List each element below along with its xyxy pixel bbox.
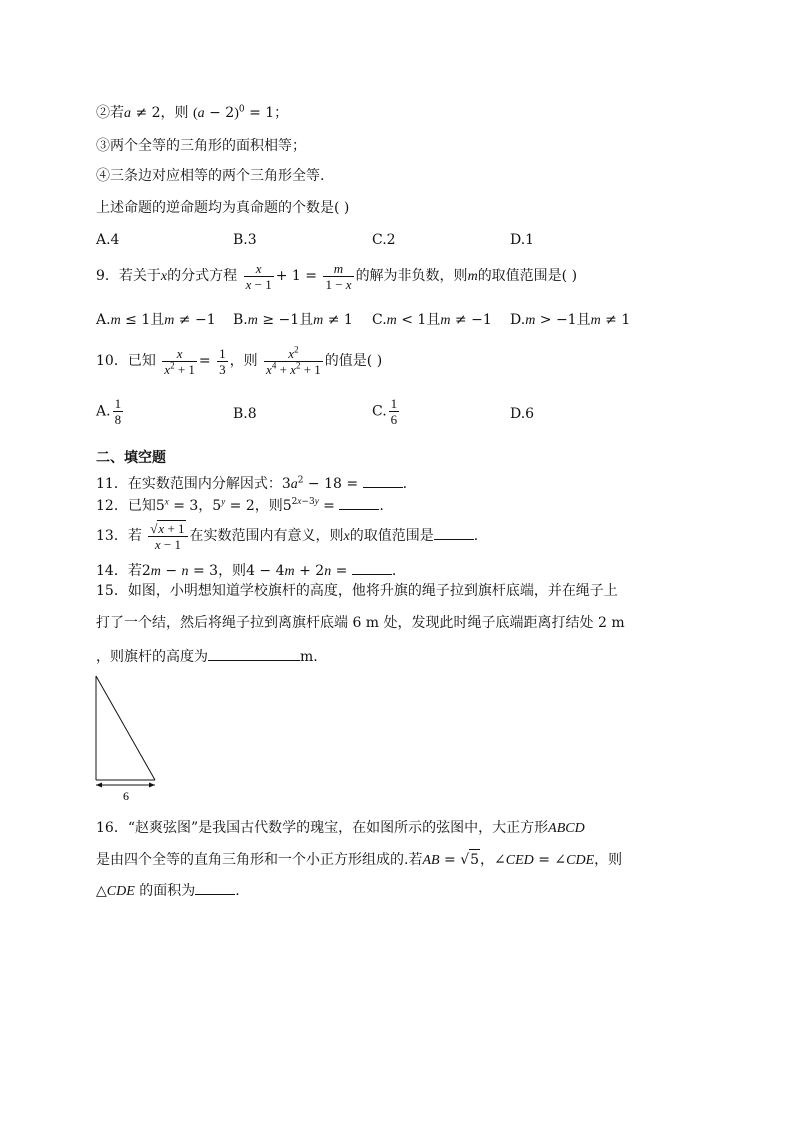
q10-option-c: C. $\frac{1}{6}$ <box>372 396 398 427</box>
q8-option-a: A.4 <box>96 232 120 248</box>
statement-3: ③两个全等的三角形的面积相等； <box>96 138 306 154</box>
question-16-line-2: 是由四个全等的直角三角形和一个小正方形组成的.若AB = √5，∠CED = ∠CDE，则 <box>96 849 622 871</box>
statement-4: ④三条边对应相等的两个三角形全等. <box>96 168 325 184</box>
q10-option-d: D.6 <box>510 406 535 422</box>
q8-option-d: D.1 <box>510 232 535 248</box>
question-14: 14．若2m − n = 3，则4 − 4m + 2n = . <box>96 560 396 582</box>
section-title: 二、填空题 <box>96 450 166 466</box>
q8-option-c: C.2 <box>372 232 396 248</box>
question-12: 12．已知$5^x = 3$，$5^y = 2$，则$5^{2x-3y}$ = . <box>96 496 384 514</box>
flagpole-figure <box>90 672 162 804</box>
question-10: 10．已知 $\frac{x}{x^2 + 1}$ = $\frac{1}{3}$ ，则 $\frac{x^2}{x^4 + x^2 + 1}$ 的值是( ) <box>96 344 383 377</box>
q9-option-a: A.m ≤ 1且m ≠ −1 <box>96 312 216 328</box>
question-16-line-3: △CDE 的面积为 . <box>96 880 240 902</box>
q10-option-b: B.8 <box>233 406 257 422</box>
q8-option-b: B.3 <box>233 232 257 248</box>
question-15-line-1: 15．如图，小明想知道学校旗杆的高度，他将升旗的绳子拉到旗杆底端，并在绳子上 <box>96 583 618 599</box>
q9-option-d: D.m > −1且m ≠ 1 <box>510 312 631 328</box>
dimension-label: 6 <box>123 789 129 803</box>
q10-option-a: A. $\frac{1}{8}$ <box>96 396 122 427</box>
question-16-line-1: 16．“赵爽弦图”是我国古代数学的瑰宝，在如图所示的弦图中，大正方形ABCD <box>96 820 585 836</box>
arrow-left-icon <box>96 783 102 788</box>
q9-option-b: B.m ≥ −1且m ≠ 1 <box>233 312 353 328</box>
q9-option-c: C.m < 1且m ≠ −1 <box>372 312 492 328</box>
question-15-line-3: ，则旗杆的高度为 m. <box>96 646 318 667</box>
question-11: 11．在实数范围内分解因式：$3a^2 - 18$ = . <box>96 473 407 495</box>
rope-line <box>96 676 155 780</box>
question-13: 13．若 $\frac{√x + 1}{x - 1}$ 在实数范围内有意义，则x的取值范围是 . <box>96 521 479 552</box>
arrow-right-icon <box>149 783 155 788</box>
question-15-line-2: 打了一个结，然后将绳子拉到离旗杆底端 6 m 处，发现此时绳子底端距离打结处 2 m <box>96 615 625 631</box>
question-9: 9．若关于x的分式方程 $\frac{x}{x - 1}$ + 1 = $\frac{m}{1 - x}$ 的解为非负数，则m的取值范围是( ) <box>96 260 578 292</box>
question-8-stem: 上述命题的逆命题均为真命题的个数是( ) <box>96 200 350 216</box>
statement-2: ②若a ≠ 2，则 $(a - 2)^0 = 1$； <box>96 104 289 121</box>
